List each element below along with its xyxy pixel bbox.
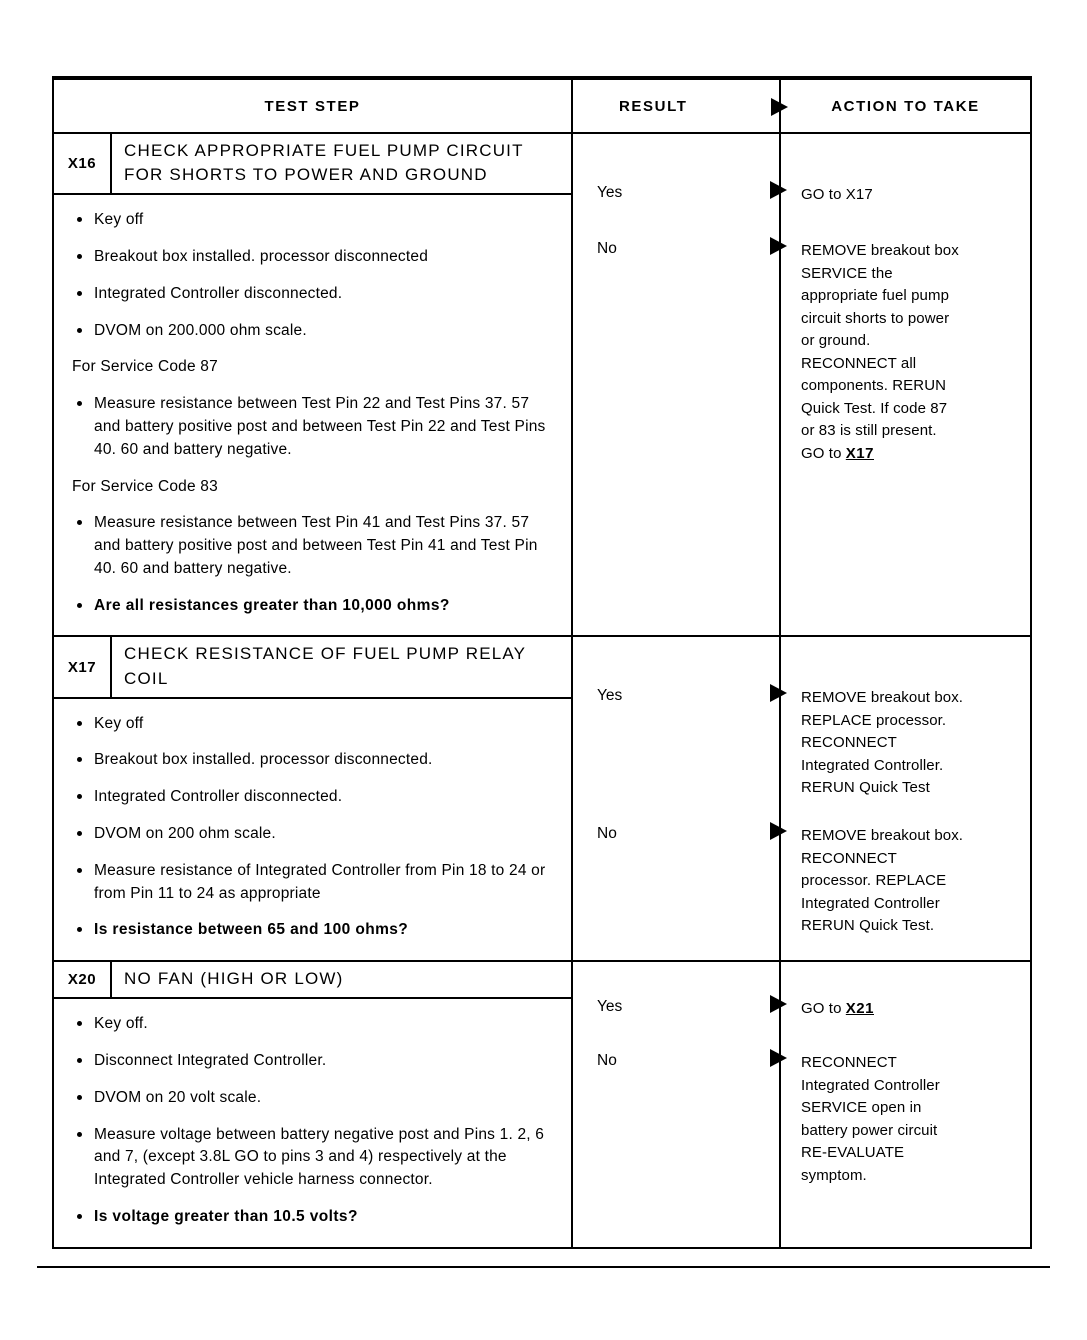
step-reference-link[interactable]: X17 (845, 444, 874, 462)
step-title-box-x16 (54, 134, 571, 195)
action-yes-x17 (801, 687, 1024, 800)
list-item: DVOM on 20 volt scale. (70, 1087, 555, 1110)
list-item-question: Is resistance between 65 and 100 ohms? (70, 919, 555, 942)
step-code-x20: X20 (54, 962, 112, 997)
action-no-x17 (801, 825, 1024, 938)
step-list-x17 (70, 713, 555, 942)
list-item: Breakout box installed. processor disconnected. (70, 749, 555, 772)
action-line: Integrated Controller (801, 1076, 940, 1094)
list-item: Integrated Controller disconnected. (70, 786, 555, 809)
action-no-x16 (801, 240, 1024, 465)
action-column-x20 (781, 962, 1030, 1247)
right-triangle-icon (771, 98, 788, 116)
action-line: or ground. (801, 332, 871, 349)
header-label-result: RESULT (619, 97, 688, 115)
step-list-x20 (70, 1013, 555, 1228)
step-code-x16: X16 (54, 134, 112, 193)
test-step-column-x20 (54, 962, 573, 1247)
action-column-x17 (781, 637, 1030, 960)
action-line: circuit shorts to power (801, 309, 950, 327)
step-content-x17 (54, 699, 571, 960)
result-column-x20 (573, 962, 781, 1247)
action-line-goto (801, 443, 1024, 466)
action-line: symptom. (801, 1166, 867, 1184)
list-item: Breakout box installed. processor disconnected (70, 246, 555, 269)
action-line: REMOVE breakout box. (801, 689, 964, 707)
list-item-question: Is voltage greater than 10.5 volts? (70, 1206, 555, 1229)
action-line: RECONNECT (801, 734, 897, 752)
step-reference-link[interactable]: X21 (845, 1000, 874, 1018)
action-line: RECONNECT (801, 1054, 897, 1072)
header-label-action: ACTION TO TAKE (831, 97, 980, 115)
result-column-x17 (573, 637, 781, 960)
step-list-x16 (70, 209, 555, 617)
header-cell-action (781, 80, 1030, 132)
action-line: or 83 is still present. (801, 422, 937, 439)
action-line: RERUN Quick Test (801, 779, 930, 797)
result-yes-x20: Yes (597, 998, 623, 1016)
list-item: Integrated Controller disconnected. (70, 283, 555, 306)
list-item: For Service Code 83 (72, 477, 218, 495)
footer-divider (37, 1266, 1050, 1268)
test-step-column-x17 (54, 637, 573, 960)
step-title-x17: CHECK RESISTANCE OF FUEL PUMP RELAY COIL (124, 644, 526, 688)
list-item: DVOM on 200.000 ohm scale. (70, 320, 555, 343)
action-line: RE-EVALUATE (801, 1144, 905, 1162)
list-item: DVOM on 200 ohm scale. (70, 823, 555, 846)
action-line: GO to X17 (801, 186, 873, 203)
step-title-box-x17 (54, 637, 571, 698)
action-line: appropriate fuel pump (801, 287, 950, 304)
list-item: Key off. (70, 1013, 555, 1036)
header-cell-result (573, 80, 781, 132)
list-item: Measure voltage between battery negative post and Pins 1. 2, 6 and 7, (except 3.8L GO to pins 3 and 4) respectively at the Integrated Controller vehicle harness connector. (70, 1124, 555, 1192)
step-code-x17: X17 (54, 637, 112, 696)
action-yes-x16 (801, 184, 1024, 207)
step-title-x16: CHECK APPROPRIATE FUEL PUMP CIRCUIT FOR SHORTS TO POWER AND GROUND (124, 141, 524, 185)
action-line: Quick Test. If code 87 (801, 399, 948, 417)
action-line: RECONNECT all (801, 354, 917, 372)
table-header-row (54, 80, 1030, 134)
header-cell-test-step (54, 80, 573, 132)
step-content-x20 (54, 999, 571, 1246)
action-line: SERVICE open in (801, 1099, 922, 1117)
action-line: REMOVE breakout box. (801, 827, 964, 845)
result-yes-x16: Yes (597, 184, 623, 201)
list-item: Key off (70, 209, 555, 232)
action-line-goto (801, 998, 1024, 1021)
header-label-test-step: TEST STEP (264, 97, 361, 115)
pinpoint-test-table (52, 76, 1032, 1249)
action-line: battery power circuit (801, 1121, 938, 1139)
result-no-x20: No (597, 1052, 617, 1070)
list-item-question: Are all resistances greater than 10,000 ohms? (70, 595, 555, 618)
action-line: RECONNECT (801, 849, 897, 867)
test-section-x20 (54, 962, 1030, 1247)
action-goto-label: GO to (801, 444, 842, 462)
list-item: Measure resistance between Test Pin 41 and Test Pins 37. 57 and battery positive post and between Test Pin 41 and Test Pin 40. 60 and battery negative. (70, 512, 555, 580)
action-goto-label: GO to (801, 1000, 842, 1018)
list-item: Measure resistance between Test Pin 22 and Test Pins 37. 57 and battery positive post and between Test Pin 22 and Test Pins 40. 60 and battery negative. (70, 393, 555, 461)
action-line: processor. REPLACE (801, 872, 947, 890)
list-item: Measure resistance of Integrated Controller from Pin 18 to 24 or from Pin 11 to 24 as appropriate (70, 860, 555, 906)
action-yes-x20 (801, 998, 1024, 1021)
action-line: Integrated Controller (801, 894, 940, 912)
list-item: Key off (70, 713, 555, 736)
step-title-x20: NO FAN (HIGH OR LOW) (124, 969, 344, 989)
test-step-column-x16 (54, 134, 573, 635)
action-line: RERUN Quick Test. (801, 917, 935, 935)
result-no-x16: No (597, 240, 617, 257)
action-line: REPLACE processor. (801, 711, 947, 729)
result-yes-x17: Yes (597, 687, 623, 705)
action-no-x20 (801, 1052, 1024, 1187)
step-content-x16 (54, 195, 571, 635)
result-column-x16 (573, 134, 781, 635)
test-section-x16 (54, 134, 1030, 637)
list-item: Disconnect Integrated Controller. (70, 1050, 555, 1073)
result-no-x17: No (597, 825, 617, 843)
list-item: For Service Code 87 (72, 358, 218, 376)
action-line: SERVICE the (801, 264, 893, 282)
test-section-x17 (54, 637, 1030, 962)
action-line: components. RERUN (801, 377, 947, 394)
action-line: REMOVE breakout box (801, 242, 959, 259)
action-line: Integrated Controller. (801, 756, 944, 774)
step-title-box-x20 (54, 962, 571, 999)
action-column-x16 (781, 134, 1030, 635)
